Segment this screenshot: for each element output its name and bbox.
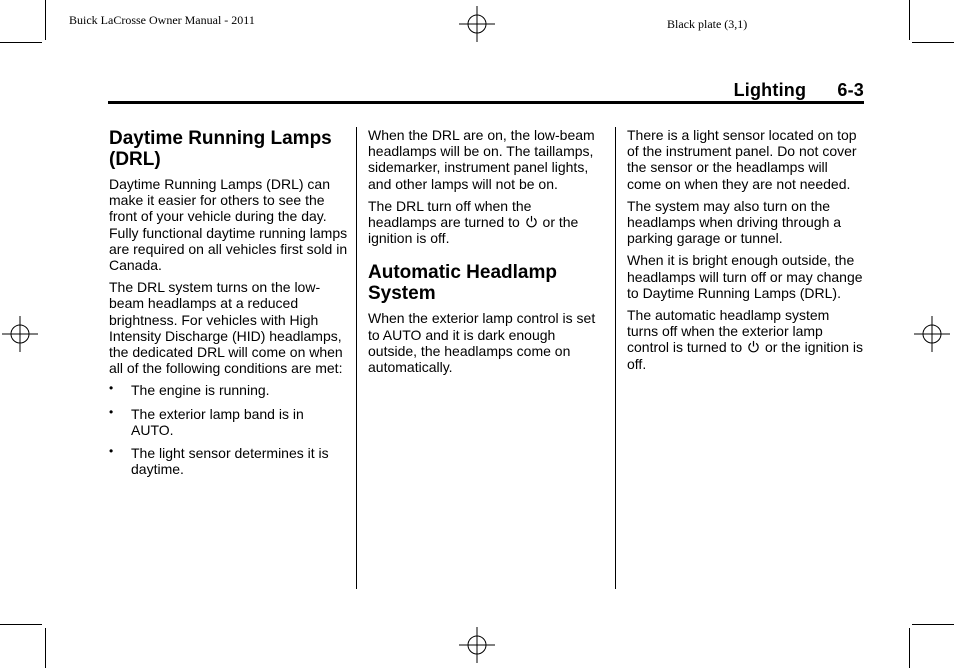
paragraph: The system may also turn on the headlamps when driving through a parking garage or tunnel. xyxy=(627,197,842,247)
plate-meta: Black plate (3,1) xyxy=(667,17,748,31)
bullet-icon: • xyxy=(109,444,114,459)
drl-heading: Daytime Running Lamps (DRL) xyxy=(109,128,332,170)
conditions-list xyxy=(109,382,349,477)
paragraph xyxy=(368,198,600,247)
crop-mark xyxy=(909,0,910,40)
list-item-text: The light sensor determines it is daytime. xyxy=(131,445,329,478)
list-item xyxy=(109,445,349,477)
crop-mark xyxy=(0,624,42,625)
bullet-icon: • xyxy=(109,404,114,419)
registration-mark-bottom xyxy=(459,627,495,663)
paragraph xyxy=(627,307,863,372)
list-item xyxy=(109,382,349,398)
column-divider xyxy=(356,127,357,589)
registration-mark-top xyxy=(459,6,495,42)
paragraph-text: or the ignition is off. xyxy=(368,214,579,247)
crop-mark xyxy=(912,42,954,43)
paragraph: Daytime Running Lamps (DRL) can make it easier for others to see the front of your vehicle during the day. Fully functional daytime running lamps are required on all vehicles first sold in Canada. xyxy=(109,176,348,274)
paragraph: The DRL system turns on the low-beam headlamps at a reduced brightness. For vehicles with High Intensity Discharge (HID) headlamps, the dedicated DRL will come on when all of the following conditions are met: xyxy=(109,279,343,377)
auto-headlamp-heading: Automatic Headlamp System xyxy=(368,262,557,305)
registration-mark-right xyxy=(914,316,950,352)
bullet-icon: • xyxy=(109,381,114,396)
paragraph: When it is bright enough outside, the headlamps will turn off or may change to Daytime Running Lamps (DRL). xyxy=(627,252,863,301)
column-1 xyxy=(109,127,349,484)
paragraph: When the DRL are on, the low-beam headlamps will be on. The taillamps, sidemarker, instrument panel lights, and other lamps will not be on. xyxy=(368,127,595,192)
power-off-icon xyxy=(525,215,538,228)
column-divider xyxy=(615,127,616,589)
manual-title-meta: Buick LaCrosse Owner Manual - 2011 xyxy=(69,13,255,27)
power-off-icon xyxy=(747,340,760,353)
column-2 xyxy=(368,127,600,381)
crop-mark xyxy=(45,0,46,40)
header-rule xyxy=(108,101,864,104)
section-page-title: Lighting 6-3 xyxy=(733,80,864,100)
list-item-text: The engine is running. xyxy=(131,382,270,399)
registration-mark-left xyxy=(2,316,38,352)
crop-mark xyxy=(0,42,42,43)
crop-mark xyxy=(45,628,46,668)
crop-mark xyxy=(909,628,910,668)
paragraph-text: The automatic headlamp system turns off when the exterior lamp control is turned to xyxy=(627,307,830,356)
crop-mark xyxy=(912,624,954,625)
page-header xyxy=(108,80,864,101)
list-item xyxy=(109,406,349,438)
paragraph-text: The DRL turn off when the headlamps are turned to xyxy=(368,197,532,231)
paragraph: There is a light sensor located on top of the instrument panel. Do not cover the sensor or the headlamps will come on when they are not needed. xyxy=(627,127,857,192)
paragraph-text: or the ignition is off. xyxy=(627,339,864,372)
paragraph: When the exterior lamp control is set to AUTO and it is dark enough outside, the headlamps come on automatically. xyxy=(368,310,596,376)
column-3 xyxy=(627,127,863,378)
list-item-text: The exterior lamp band is in AUTO. xyxy=(131,405,304,438)
